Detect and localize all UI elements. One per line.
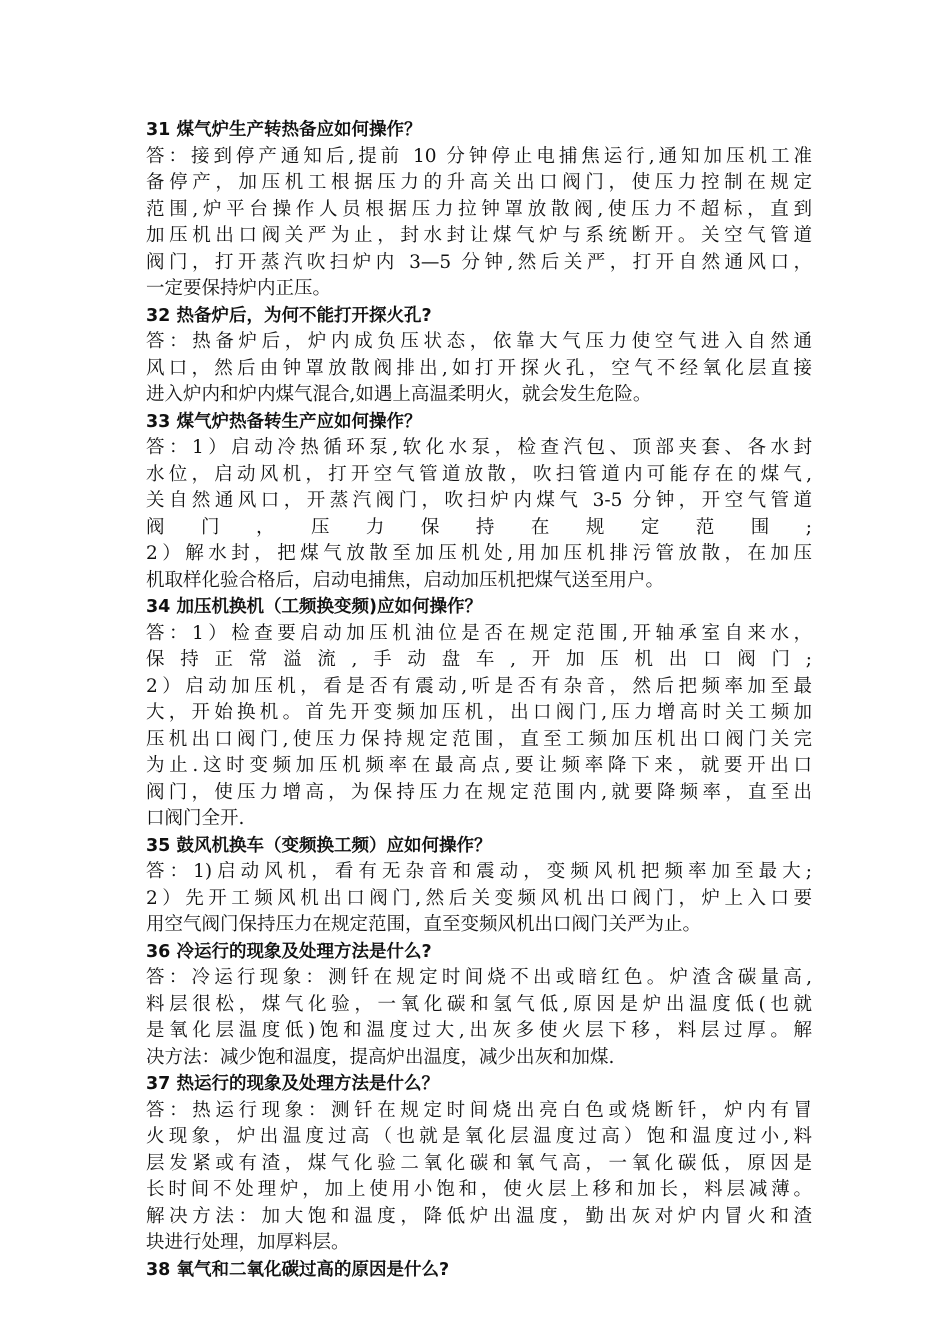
answer-line: 压机出口阀门,使压力保持规定范围，直至工频加压机出口阀门关完 (146, 728, 812, 750)
answer-line: 大，开始换机。首先开变频加压机，出口阀门,压力增高时关工频加 (146, 702, 812, 723)
answer-line: 一定要保持炉内正压。 (146, 278, 332, 299)
qa-section (146, 1257, 812, 1284)
question-heading: 38 氧气和二氧化碳过高的原因是什么? (146, 1259, 450, 1280)
answer-line: 保持正常溢流,手动盘车,开加压机出口阀门; (146, 649, 812, 670)
answer-line: 答：1)启动风机，看有无杂音和震动，变频风机把频率加至最大; (146, 861, 812, 882)
answer-line: 长时间不处理炉，加上使用小饱和，使火层上移和加长，料层减薄。 (146, 1179, 812, 1200)
answer-line: 用空气阀门保持压力在规定范围，直至变频风机出口阀门关严为止。 (146, 914, 702, 935)
answer-line: 备停产，加压机工根据压力的升高关出口阀门，使压力控制在规定 (146, 172, 812, 193)
answer-line: 是氧化层温度低)饱和温度过大,出灰多使火层下移，料层过厚。解 (146, 1020, 812, 1041)
question-heading: 33 煤气炉热备转生产应如何操作？ (146, 411, 422, 432)
answer-line: 为止.这时变频加压机频率在最高点,要让频率降下来，就要开出口 (146, 755, 812, 776)
answer-line: 答：热备炉后，炉内成负压状态，依靠大气压力使空气进入自然通 (146, 331, 812, 352)
answer-line: 料层很松，煤气化验，一氧化碳和氢气低,原因是炉出温度低(也就 (146, 993, 812, 1015)
answer-line: 答：冷运行现象：测钎在规定时间烧不出或暗红色。炉渣含碳量高, (146, 967, 812, 988)
question-heading: 34 加压机换机（工频换变频)应如何操作？ (146, 597, 482, 617)
answer-line: 口阀门全开. (146, 808, 245, 829)
question-heading: 36 冷运行的现象及处理方法是什么? (146, 941, 432, 962)
answer-line: 答：接到停产通知后,提前 10 分钟停止电捕焦运行,通知加压机工准 (146, 145, 812, 167)
answer-line: 水位，启动风机，打开空气管道放散，吹扫管道内可能存在的煤气, (146, 463, 812, 485)
answer-line: 火现象，炉出温度过高（也就是氧化层温度过高）饱和温度过小,料 (146, 1126, 812, 1147)
answer-line: 2）先开工频风机出口阀门,然后关变频风机出口阀门，炉上入口要 (146, 887, 812, 909)
qa-section (146, 594, 812, 833)
qa-section (146, 409, 812, 595)
answer-line: 关自然通风口，开蒸汽阀门，吹扫炉内煤气 3-5 分钟，开空气管道 (146, 490, 812, 511)
qa-section (146, 303, 812, 409)
qa-section (146, 833, 812, 939)
answer-line: 阀门，使压力增高，为保持压力在规定范围内,就要降频率，直至出 (146, 781, 812, 803)
answer-line: 进入炉内和炉内煤气混合,如遇上高温柔明火，就会发生危险。 (146, 384, 652, 405)
qa-section (146, 1071, 812, 1257)
qa-section (146, 117, 812, 303)
answer-line: 决方法：减少饱和温度，提高炉出温度，减少出灰和加煤. (146, 1046, 615, 1068)
question-heading: 35 鼓风机换车（变频换工频）应如何操作？ (146, 835, 492, 856)
answer-line: 风口，然后由钟罩放散阀排出,如打开探火孔，空气不经氧化层直接 (146, 357, 812, 379)
answer-line: 2）解水封，把煤气放散至加压机处,用加压机排污管放散，在加压 (146, 543, 812, 564)
answer-line: 答：1）启动冷热循环泵,软化水泵，检查汽包、顶部夹套、各水封 (146, 437, 812, 458)
answer-line: 加压机出口阀关严为止，封水封让煤气炉与系统断开。关空气管道 (146, 225, 812, 246)
qa-section (146, 939, 812, 1072)
answer-line: 2）启动加压机，看是否有震动,听是否有杂音，然后把频率加至最 (146, 675, 812, 697)
answer-line: 解决方法：加大饱和温度，降低炉出温度，勤出灰对炉内冒火和渣 (146, 1205, 812, 1227)
answer-line: 阀门，打开蒸汽吹扫炉内 3—5 分钟,然后关严，打开自然通风口， (146, 251, 812, 273)
answer-line: 层发紧或有渣，煤气化验二氧化碳和氧气高，一氧化碳低，原因是 (146, 1152, 812, 1174)
answer-line: 阀门，压力保持在规定范围; (146, 516, 812, 538)
question-heading: 32 热备炉后，为何不能打开探火孔? (146, 305, 432, 326)
answer-line: 范围,炉平台操作人员根据压力拉钟罩放散阀,使压力不超标，直到 (146, 198, 812, 220)
document-body (146, 117, 812, 1283)
answer-line: 块进行处理，加厚料层。 (146, 1232, 350, 1253)
answer-line: 答：1）检查要启动加压机油位是否在规定范围,开轴承室自来水， (146, 622, 812, 644)
answer-line: 机取样化验合格后，启动电捕焦，启动加压机把煤气送至用户。 (146, 569, 665, 591)
question-heading: 37 热运行的现象及处理方法是什么？ (146, 1074, 439, 1094)
question-heading: 31 煤气炉生产转热备应如何操作？ (146, 120, 422, 140)
answer-line: 答：热运行现象：测钎在规定时间烧出亮白色或烧断钎，炉内有冒 (146, 1099, 812, 1121)
